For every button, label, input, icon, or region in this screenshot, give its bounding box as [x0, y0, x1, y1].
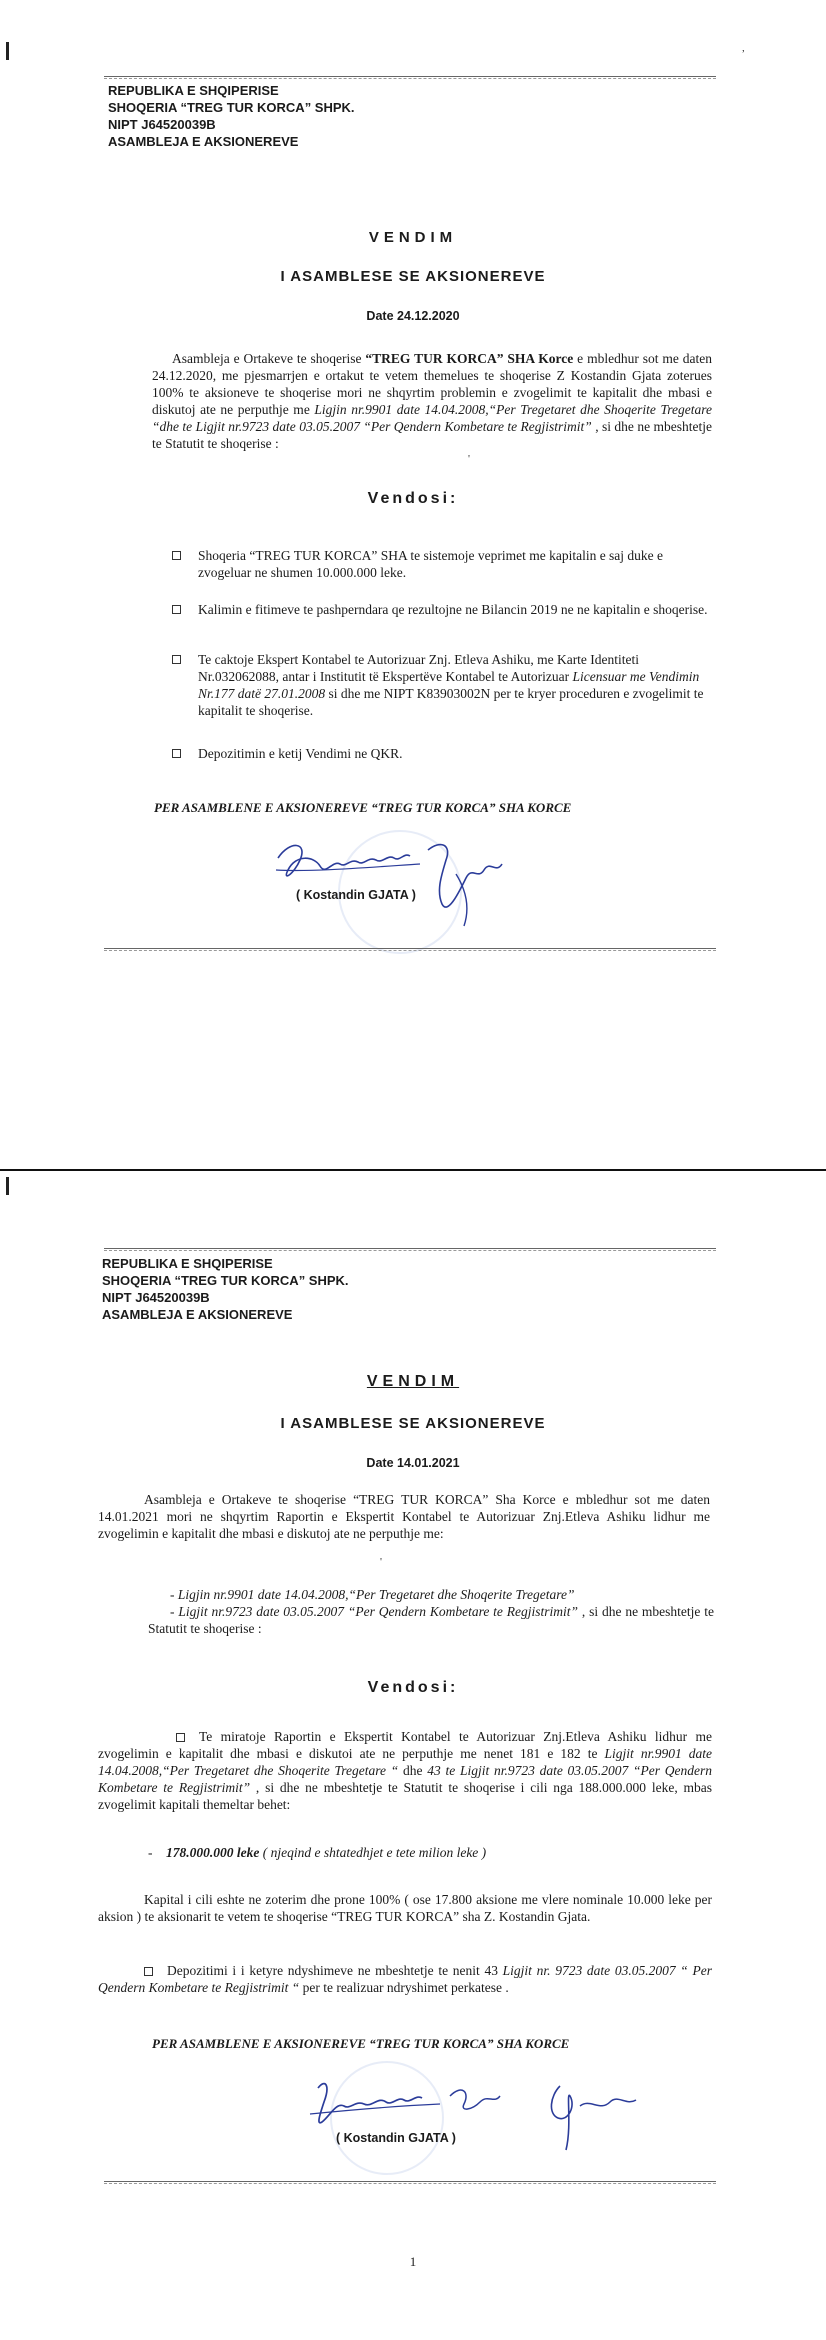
company-name: “TREG TUR KORCA” SHA Korce: [365, 351, 574, 366]
decision-item: [198, 601, 713, 618]
document-header: [102, 1255, 349, 1323]
scan-speck: ,: [742, 42, 745, 54]
signer-name: ( Kostandin GJATA ): [336, 2131, 456, 2145]
vendosi-heading: Vendosi:: [367, 1679, 459, 1696]
page-subtitle: I ASAMBLESE SE AKSIONEREVE: [280, 268, 546, 285]
closing-line: PER ASAMBLENE E AKSIONEREVE “TREG TUR KORCA” SHA KORCE: [154, 800, 572, 815]
closing-line: PER ASAMBLENE E AKSIONEREVE “TREG TUR KORCA” SHA KORCE: [152, 2036, 570, 2051]
decision-item-text: Depozitimin e ketij Vendimi ne QKR.: [198, 746, 403, 761]
decision-text-3: , si dhe ne mbeshtetje te Statutit te shoqerise i cili nga 188.000.000 leke, mbas zvogelimit kapitali themeltar behet:: [98, 1780, 712, 1812]
page-subtitle: I ASAMBLESE SE AKSIONEREVE: [280, 1415, 546, 1432]
footer-rule: [104, 2181, 716, 2184]
decision-item: [198, 745, 713, 762]
signature: [270, 830, 530, 935]
intro-paragraph: [152, 350, 712, 452]
checkbox-icon: [172, 749, 181, 758]
law-list: [148, 1586, 714, 1637]
header-rule: [104, 1248, 716, 1251]
decision-paragraph: [98, 1728, 712, 1813]
law-reference: Ligjit nr. 9723 date 03.05.2007 “ Per Qendern Kombetare te Regjistrimit “: [98, 1963, 713, 1995]
page-number: 1: [409, 2254, 417, 2269]
license-reference: Licensuar me Vendimin Nr.177 datë 27.01.2008: [198, 669, 700, 701]
header-nipt: NIPT J64520039B: [102, 1290, 210, 1305]
law-item-tail: , si dhe ne mbeshtetje te Statutit te shoqerise :: [148, 1604, 715, 1636]
page-2: [0, 1169, 826, 2340]
vendosi-heading: Vendosi:: [367, 490, 459, 507]
signer-name: ( Kostandin GJATA ): [296, 888, 416, 902]
page-1: [0, 0, 826, 1169]
decision-item-text: Kalimin e fitimeve te pashperndara qe rezultojne ne Bilancin 2019 ne ne kapitalin e shoqerise.: [198, 602, 708, 617]
law-reference: 43 te Ligjit nr.9723 date 03.05.2007 “Per Qendern Kombetare te Regjistrimit”: [98, 1763, 712, 1795]
decision-item-text: Te caktoje Ekspert Kontabel te Autorizuar Znj. Etleva Ashiku, me Karte Identiteti Nr.032062088, antar i Institutit të Ekspertëve Kontabel te Autorizuar: [198, 652, 640, 684]
header-assembly: ASAMBLEJA E AKSIONEREVE: [108, 134, 299, 149]
header-country: REPUBLIKA E SHQIPERISE: [108, 83, 279, 98]
header-country: REPUBLIKA E SHQIPERISE: [102, 1256, 273, 1271]
decision-item: [198, 547, 713, 581]
amount-words: ( njeqind e shtatedhjet e tete milion leke ): [259, 1845, 487, 1860]
law-item: - Ligjin nr.9901 date 14.04.2008,“Per Tregetaret dhe Shoqerite Tregetare”: [170, 1587, 575, 1602]
checkbox-icon: [172, 551, 181, 560]
header-company: SHOQERIA “TREG TUR KORCA” SHPK.: [108, 100, 355, 115]
header-nipt: NIPT J64520039B: [108, 117, 216, 132]
intro-text: Asambleja e Ortakeve te shoqerise: [172, 351, 366, 366]
scan-mark: [6, 1177, 9, 1195]
intro-text-2: e mbledhur sot me daten 24.12.2020, me pjesmarrjen e ortakut te vetem themelues te shoqerise Z Kostandin Gjata zoterues 100% te aksioneve te shoqerise mori ne shqyrtim problemin e zvogelimit te kapitalit dhe mbasi e diskutoj ate ne perputhje me: [152, 351, 712, 417]
decision-item-text-2: si dhe me NIPT K83903002N per te kryer proceduren e zvogelimit te kapitalit te shoqerise.: [198, 686, 704, 718]
capital-paragraph: Kapital i cili eshte ne zoterim dhe prone 100% ( ose 17.800 aksione me vlere nominale 10.000 leke per aksion ) te aksionarit te vetem te shoqerise “TREG TUR KORCA” sha Z. Kostandin Gjata.: [98, 1892, 712, 1924]
deposit-paragraph: [98, 1962, 712, 1996]
law-item: - Ligjit nr.9723 date 03.05.2007 “Per Qendern Kombetare te Regjistrimit”: [170, 1604, 579, 1619]
decision-item: [198, 651, 713, 719]
scan-mark: [6, 42, 9, 60]
deposit-text: Depozitimi i i ketyre ndyshimeve ne mbeshtetje te nenit 43: [167, 1963, 503, 1978]
footer-rule: [104, 948, 716, 951]
scan-speck: ': [468, 453, 470, 465]
decision-date: Date 14.01.2021: [366, 1456, 460, 1470]
amount-value: 178.000.000 leke: [166, 1845, 260, 1860]
decision-text: Te miratoje Raportin e Ekspertit Kontabel te Autorizuar Znj.Etleva Ashiku lidhur me zvogelimin e kapitalit dhe mbasi e diskutoi ate ne perputhje me nenet 181 e 182 te: [98, 1729, 712, 1761]
intro-text-3: , si dhe ne mbeshtetje te Statutit te shoqerise :: [152, 419, 712, 451]
header-rule: [104, 76, 716, 79]
signature: [300, 2066, 660, 2161]
law-reference: Ligjin nr.9901 date 14.04.2008,“Per Tregetaret dhe Shoqerite Tregetare “dhe te Ligjit nr.9723 date 03.05.2007 “Per Qendern Kombetare te Regjistrimit”: [152, 402, 712, 434]
document-header: [108, 82, 355, 150]
decision-item-text: Shoqeria “TREG TUR KORCA” SHA te sistemoje veprimet me kapitalin e saj duke e zvogeluar ne shumen 10.000.000 leke.: [198, 548, 664, 580]
decision-date: Date 24.12.2020: [366, 309, 460, 323]
checkbox-icon: [172, 655, 181, 664]
header-company: SHOQERIA “TREG TUR KORCA” SHPK.: [102, 1273, 349, 1288]
page-title: VENDIM: [366, 1373, 460, 1390]
capital-amount: - 178.000.000 leke ( njeqind e shtatedhjet e tete milion leke ): [148, 1845, 487, 1860]
checkbox-icon: [144, 1967, 153, 1976]
header-assembly: ASAMBLEJA E AKSIONEREVE: [102, 1307, 293, 1322]
deposit-text-2: per te realizuar ndryshimet perkatese .: [299, 1980, 509, 1995]
checkbox-icon: [172, 605, 181, 614]
law-reference: Ligjit nr.9901 date 14.04.2008,“Per Tregetaret dhe Shoqerite Tregetare “: [98, 1746, 712, 1778]
scan-speck: ': [380, 1556, 382, 1568]
checkbox-icon: [176, 1733, 185, 1742]
page-title: VENDIM: [368, 229, 458, 246]
decision-text-2: dhe: [398, 1763, 428, 1778]
intro-paragraph: Asambleja e Ortakeve te shoqerise “TREG TUR KORCA” Sha Korce e mbledhur sot me daten 14.01.2021 mori ne shqyrtim Raportin e Ekspertit Kontabel te Autorizuar Znj.Etleva Ashiku lidhur me zvogelimin e kapitalit dhe mbasi e diskutoj ate ne perputhje me:: [98, 1492, 710, 1541]
